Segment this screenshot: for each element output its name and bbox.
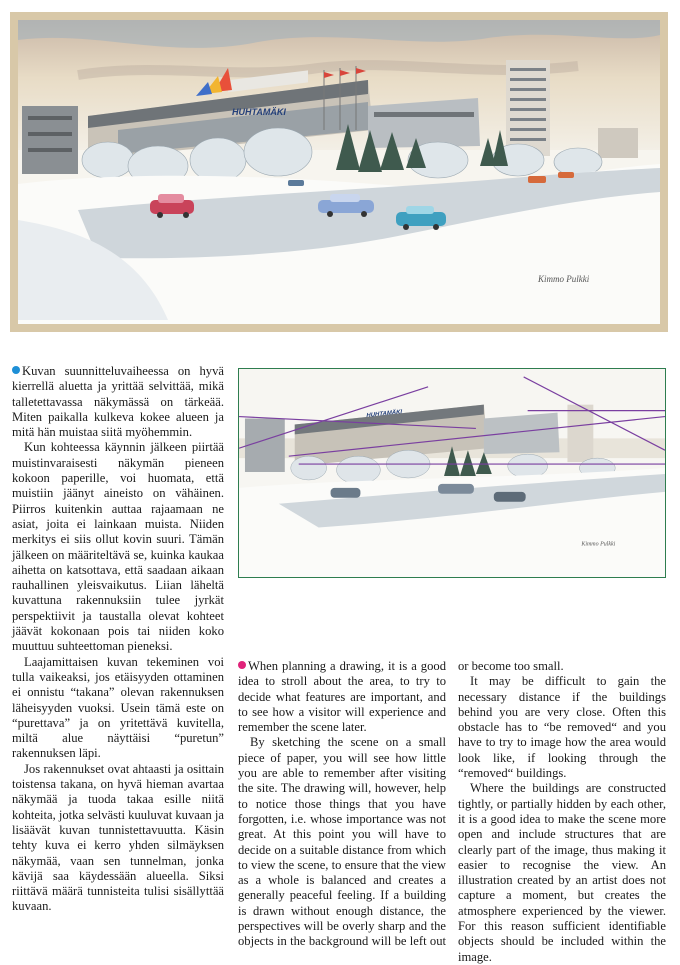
store-sign: HUHTAMÄKI: [232, 107, 286, 117]
english-text-column-1: [238, 659, 446, 950]
finnish-paragraph: Kun kohteessa käynnin jälkeen piirtää muistinvaraisesti näkymän pieneen kokoon paperille, voi huomata, että muistiin jäänyt aineisto on vähäinen. Piirros kuitenkin auttaa rajaamaan ne asiat, joita ei lainkaan muista. Niiden merkitys ei siis ollut kovin suuri. Tämän jälkeen on määriteltävä se, kuinka kaukaa aihetta on katsottava, että saadaan aikaan rauhallinen yleisvaikutus. Liian läheltä kuvattuna rakennuksiin tulee jyrkät perspektiivit ja taustalla olevat kohteet jäävät kokonaan pois tai niiden koko muuttuu suhteettoman pieneksi.: [12, 440, 224, 654]
english-paragraph-continued: or become too small.: [458, 659, 564, 673]
winter-street-illustration: [18, 20, 660, 324]
finnish-paragraph: Kuvan suunnitteluvaiheessa on hyvä kierrellä aluetta ja yrittää selvittää, mikä talletettavassa näkymässä on tärkeää. Miten paikalla kulkeva kokee alueen ja mitä hän muistaa siitä myöhemmin.: [12, 364, 224, 440]
illustration: [18, 20, 660, 324]
english-paragraph: By sketching the scene on a small piece of paper, you will see how little you are able to remember after visiting the site. The drawing will, however, help to notice those things that you have forgotten, i.e. whose importance was not great. At this point you will have to decide on a suitable distance from which to view the scene, to ensure that the view as a whole is balanced and creates a generally peaceful feeling. If a building is drawn without enough distance, the perspectives will be overly sharp and the objects in the background will be left out: [238, 735, 446, 949]
figure-signature: Kimmo Pulkki: [581, 541, 616, 548]
english-text-column-2: [458, 659, 666, 965]
perspective-figure: [238, 368, 666, 578]
figure-store-sign: HUHTAMÄKI: [366, 409, 403, 420]
finnish-paragraph: Laajamittaisen kuvan tekeminen voi tulla vaikeaksi, jos etäisyyden ottaminen ei onnistu “takana” olevan rakennuksen läheisyyden vuoksi. Usein tämä este on “purettava” ja on yritettävä kuvitella, miltä alue näyttäisi “puretun” rakennuksen läpi.: [12, 654, 224, 761]
finnish-text-column: [12, 364, 224, 915]
pink-bullet-icon: [238, 661, 246, 669]
english-paragraph: It may be difficult to gain the necessary distance if the buildings behind you are very close. Often this obstacle has to “be removed“ and you have to try to image how the area would look like, if looking through the “removed“ buildings.: [458, 674, 666, 781]
english-paragraph: When planning a drawing, it is a good idea to stroll about the area, to try to decide what features are important, and to see how a visitor will experience and remember the scene later.: [238, 659, 446, 735]
blue-bullet-icon: [12, 366, 20, 374]
finnish-paragraph: Jos rakennukset ovat ahtaasti ja osittain toistensa takana, on hyvä hieman avartaa näkymää ja tuoda takaa esille niitä kohteita, jotka selvästi kuuluvat kuvaan ja lisäävät kuvan tunnistettavuutta. Käsin tehty kuva ei kerro yhden silmäyksen näkymää, vaan sen tunnelman, jonka kävijä saa käydessään alueella. Siksi riittävä määrä tunnisteita tulisi sisällyttää kuvaan.: [12, 761, 224, 914]
illustration-frame: [10, 12, 668, 332]
english-paragraph: Where the buildings are constructed tightly, or partially hidden by each other, it is a good idea to make the scene more open and include structures that are clearly part of the image, thus making it easier to recognise the view. An illustration created by an artist does not capture a moment, but creates the atmosphere experienced by the viewer. For this reason sufficient identifiable objects should be included within the image.: [458, 781, 666, 964]
perspective-sketch: [239, 369, 665, 577]
artist-signature: Kimmo Pulkki: [538, 274, 590, 284]
